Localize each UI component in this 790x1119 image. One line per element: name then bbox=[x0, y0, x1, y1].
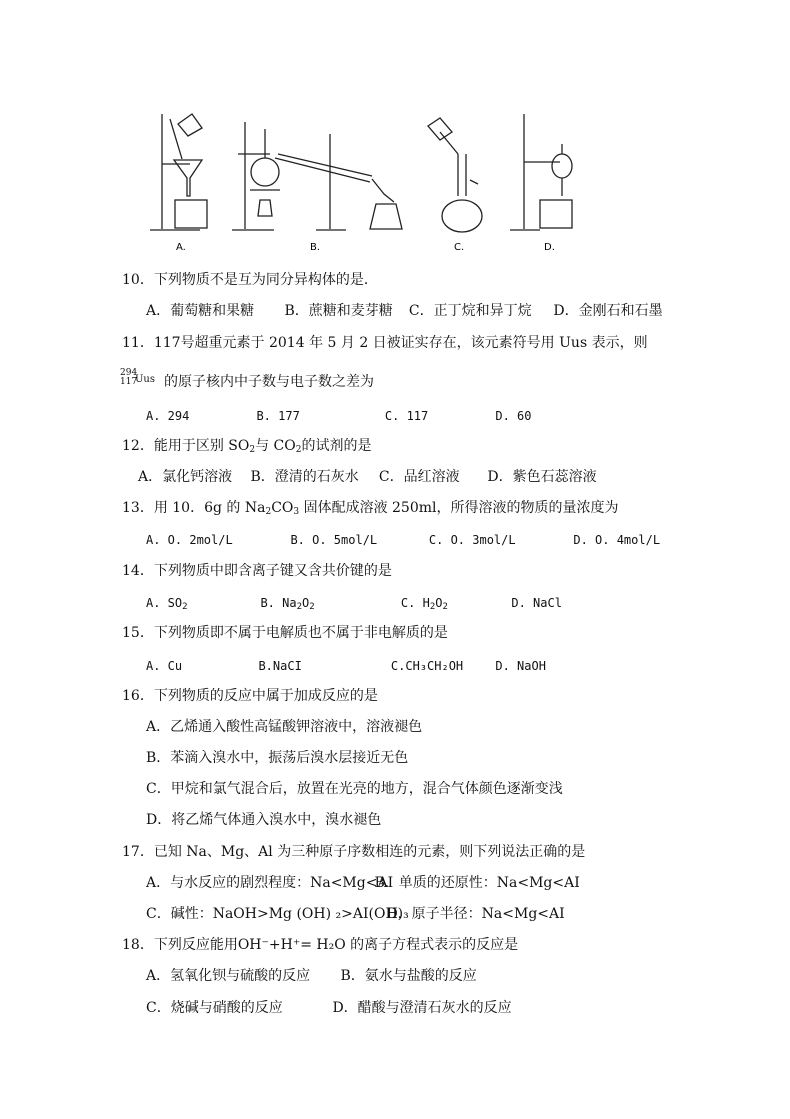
q18-option-a: A．氢氧化钡与硫酸的反应 bbox=[146, 968, 311, 984]
q12-stem-part-c: 的试剂的是 bbox=[301, 438, 372, 454]
question-15-options bbox=[146, 656, 546, 676]
q13-subscript-1: 2 bbox=[265, 507, 272, 517]
q14-option-c-text-2: O bbox=[435, 596, 443, 610]
q15-option-c: C.CH₃CH₂OH bbox=[390, 659, 464, 673]
q13-subscript-2: 3 bbox=[293, 507, 300, 517]
question-16-stem: 16．下列物质的反应中属于加成反应的是 bbox=[122, 688, 378, 704]
question-14-stem: 14．下列物质中即含离子键又含共价键的是 bbox=[122, 563, 392, 579]
q14-option-b bbox=[260, 593, 396, 617]
q15-option-a: A. Cu bbox=[146, 659, 183, 673]
q15-option-d: D. NaOH bbox=[495, 659, 546, 673]
q14-option-d: D. NaCl bbox=[511, 596, 562, 610]
apparatus-b-distillation bbox=[232, 122, 402, 230]
question-18-options-row-1 bbox=[146, 966, 477, 986]
question-17-options-row-2 bbox=[146, 904, 565, 924]
uus-isotope-notation bbox=[120, 368, 164, 392]
q10-option-a: A．葡萄糖和果糖 bbox=[146, 303, 255, 319]
q11-option-d: D. 60 bbox=[495, 409, 532, 423]
q14-option-b-text: B. Na bbox=[260, 596, 297, 610]
q16-option-b: B．苯滴入溴水中，振荡后溴水层接近无色 bbox=[146, 750, 409, 766]
q17-option-b: B．单质的还原性：Na<Mg<AI bbox=[374, 875, 580, 891]
q12-option-c: C．品红溶液 bbox=[378, 469, 460, 485]
isotope-atomic-number: 117 bbox=[120, 377, 138, 387]
figure-label-a: A. bbox=[176, 242, 186, 253]
isotope-symbol: Uus bbox=[135, 374, 155, 385]
q12-option-d: D．紫色石蕊溶液 bbox=[487, 469, 597, 485]
q14-option-b-sub-2: 2 bbox=[309, 602, 315, 612]
figure-label-c: C. bbox=[454, 242, 465, 253]
q12-subscript-2: 2 bbox=[295, 445, 302, 455]
question-17-options-row-1 bbox=[146, 873, 580, 893]
q14-option-c-text: C. H bbox=[400, 596, 430, 610]
q18-option-b: B．氨水与盐酸的反应 bbox=[340, 968, 477, 984]
q13-stem-part-a: 13．用 10．6g 的 Na bbox=[122, 500, 266, 516]
q14-option-a bbox=[146, 593, 256, 617]
q13-stem-part-c: 固体配成溶液 250ml，所得溶液的物质的量浓度为 bbox=[299, 500, 619, 516]
question-11-stem: 11．117号超重元素于 2014 年 5 月 2 日被证实存在，该元素符号用 Uus 表示，则 bbox=[122, 335, 648, 351]
q10-option-b: B．蔗糖和麦芽糖 bbox=[284, 303, 393, 319]
q14-option-a-text: A. SO bbox=[146, 596, 183, 610]
question-11-stem-tail: 的原子核内中子数与电子数之差为 bbox=[164, 374, 374, 390]
question-15-stem: 15．下列物质即不属于电解质也不属于非电解质的是 bbox=[122, 625, 448, 641]
q14-option-c bbox=[401, 593, 507, 617]
question-18-options-row-2 bbox=[146, 998, 512, 1018]
q11-option-b: B. 177 bbox=[256, 409, 300, 423]
question-12-options bbox=[138, 467, 597, 487]
q18-option-d: D．醋酸与澄清石灰水的反应 bbox=[332, 1000, 512, 1016]
q14-option-b-text-2: O bbox=[302, 596, 310, 610]
q16-option-c: C．甲烷和氯气混合后，放置在光亮的地方，混合气体颜色逐渐变浅 bbox=[146, 781, 563, 797]
q15-option-b: B.NaCI bbox=[258, 659, 302, 673]
q13-stem-part-b: CO bbox=[271, 500, 294, 516]
q13-option-a: A. O. 2mol/L bbox=[146, 533, 233, 547]
q13-option-b: B. O. 5mol/L bbox=[290, 533, 378, 547]
apparatus-figure bbox=[140, 104, 580, 254]
question-18-stem: 18．下列反应能用OH⁻+H⁺= H₂O 的离子方程式表示的反应是 bbox=[122, 937, 519, 953]
question-13-stem bbox=[122, 498, 619, 522]
q12-subscript-1: 2 bbox=[249, 445, 256, 455]
apparatus-d-sep-funnel bbox=[510, 114, 572, 230]
q12-stem-part-b: 与 CO bbox=[255, 438, 296, 454]
question-13-options bbox=[146, 530, 660, 550]
q12-option-a: A．氯化钙溶液 bbox=[138, 469, 233, 485]
q10-option-c: C．正丁烷和异丁烷 bbox=[408, 303, 532, 319]
q11-option-c: C. 117 bbox=[384, 409, 429, 423]
q14-option-c-sub-1: 2 bbox=[429, 602, 436, 612]
q16-option-a: A．乙烯通入酸性高锰酸钾溶液中，溶液褪色 bbox=[146, 719, 423, 735]
question-10-options bbox=[146, 301, 663, 321]
q11-option-a: A. 294 bbox=[146, 409, 190, 423]
q18-option-c: C．烧碱与硝酸的反应 bbox=[146, 1000, 283, 1016]
question-10-stem: 10．下列物质不是互为同分异构体的是． bbox=[122, 272, 378, 288]
question-12-stem bbox=[122, 436, 371, 460]
apparatus-drawing bbox=[140, 104, 580, 254]
question-11-stem-2 bbox=[120, 368, 374, 392]
q12-stem-part-a: 12．能用于区别 SO bbox=[122, 438, 250, 454]
q16-option-d: D．将乙烯气体通入溴水中，溴水褪色 bbox=[146, 812, 382, 828]
question-11-options bbox=[146, 406, 531, 426]
apparatus-c-flask bbox=[428, 118, 482, 232]
q10-option-d: D．金刚石和石墨 bbox=[553, 303, 663, 319]
q17-option-d: D．原子半径：Na<Mg<AI bbox=[386, 906, 565, 922]
q17-option-c: C．碱性：NaOH>Mg (OH) ₂>AI(OH)₃ bbox=[146, 906, 409, 922]
q17-option-a: A．与水反应的剧烈程度：Na<Mg<AI bbox=[146, 875, 394, 891]
question-14-options bbox=[146, 593, 562, 617]
question-17-stem: 17．已知 Na、Mg、Al 为三种原子序数相连的元素，则下列说法正确的是 bbox=[122, 844, 586, 860]
q14-option-b-sub-1: 2 bbox=[296, 602, 302, 612]
q13-option-c: C. O. 3mol/L bbox=[428, 533, 516, 547]
q14-option-c-sub-2: 2 bbox=[442, 602, 448, 612]
figure-label-d: D. bbox=[544, 242, 555, 253]
q13-option-d: D. O. 4mol/L bbox=[573, 533, 661, 547]
figure-label-b: B. bbox=[310, 242, 321, 253]
q12-option-b: B．澄清的石灰水 bbox=[250, 469, 359, 485]
isotope-mass-number: 294 bbox=[120, 368, 138, 378]
q14-option-a-sub: 2 bbox=[182, 602, 188, 612]
apparatus-a-filtration bbox=[150, 114, 207, 230]
